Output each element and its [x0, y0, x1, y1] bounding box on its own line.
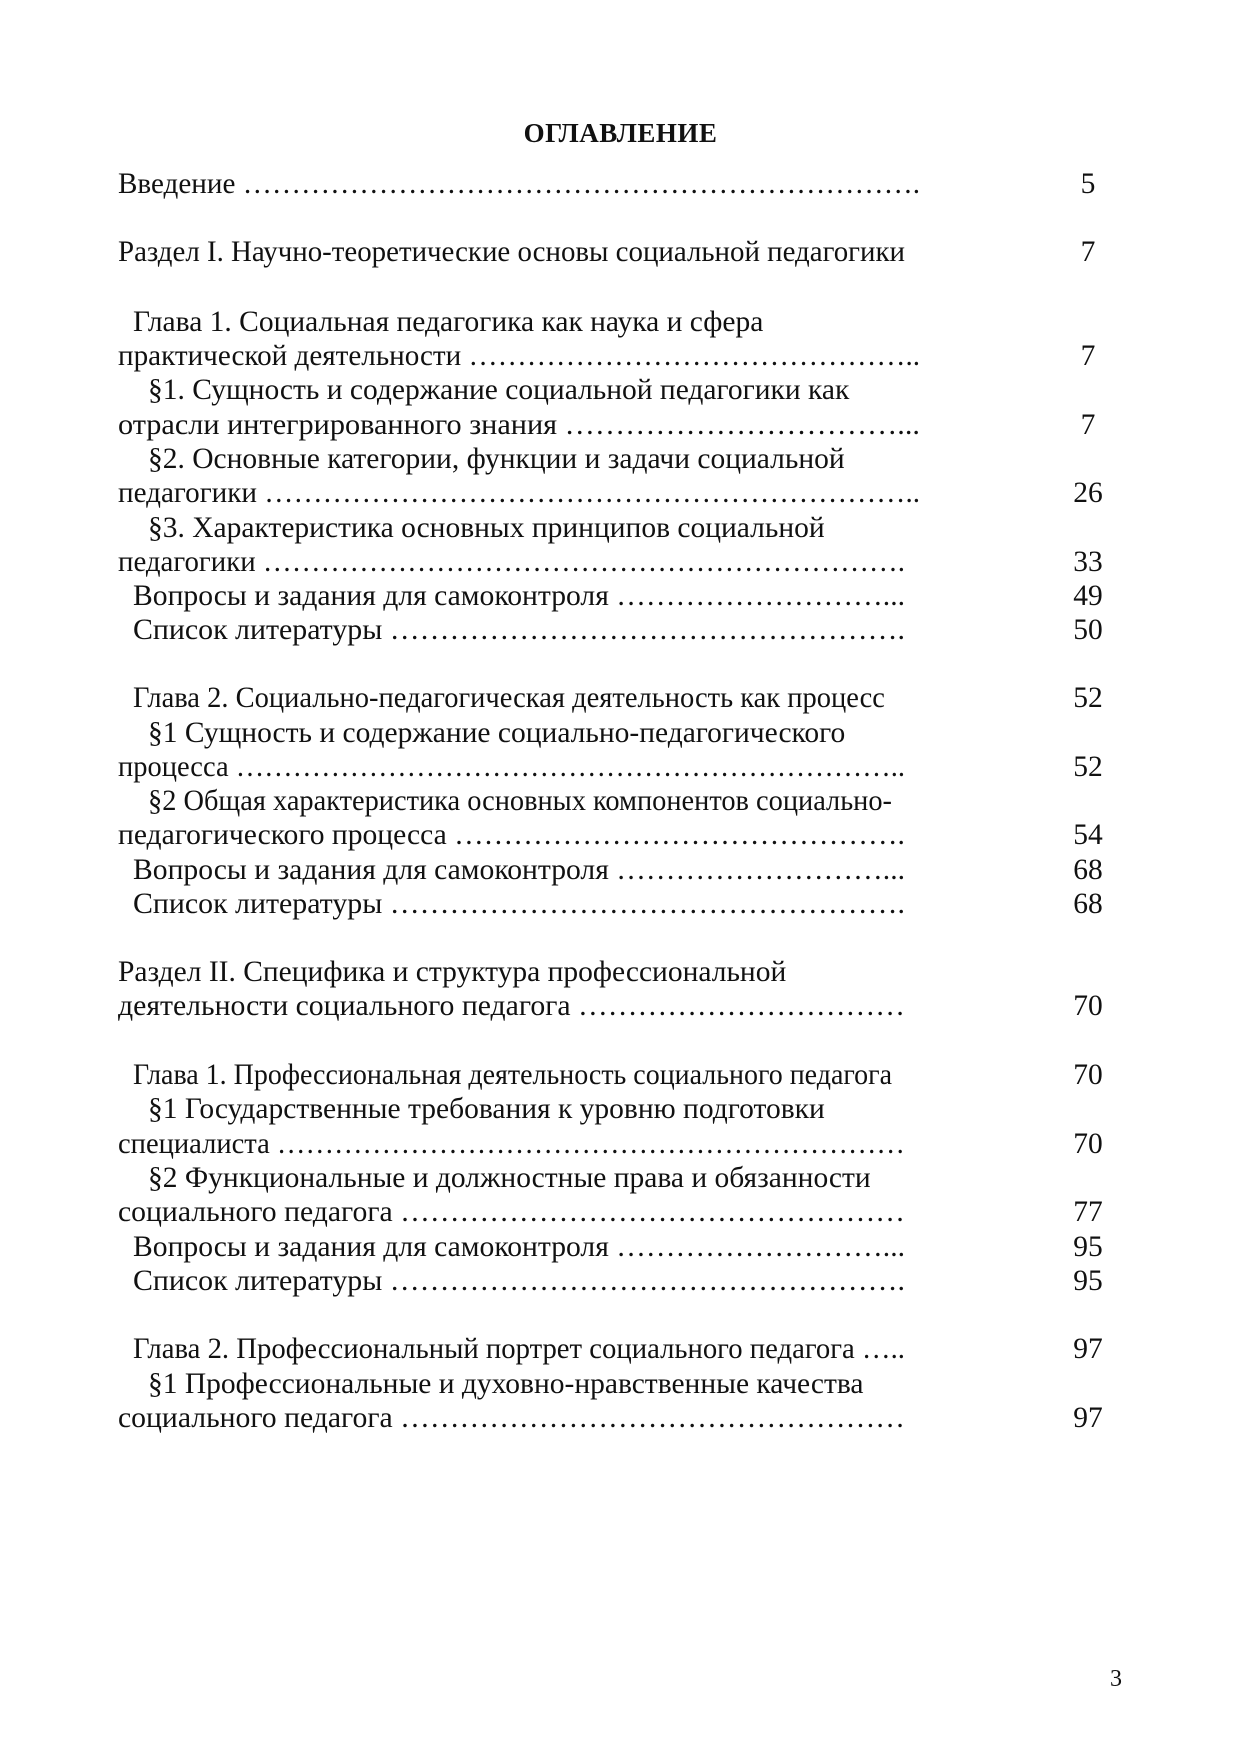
toc-entry-text: §2. Основные категории, функции и задачи социальной — [148, 443, 845, 475]
toc-entry-text: социального педагога …………………………………………… — [118, 1196, 905, 1228]
toc-entry — [0, 986, 1241, 1026]
toc-entry-text: отрасли интегрированного знания ……………………………... — [118, 409, 920, 441]
toc-entry — [0, 1192, 1241, 1232]
toc-entry — [0, 370, 1241, 410]
toc-entry-page: 5 — [1080, 168, 1096, 200]
toc-entry-text: практической деятельности ……………………………………….. — [118, 340, 921, 372]
toc-entry — [0, 884, 1241, 924]
toc-entry-text: деятельности социального педагога …………………………… — [118, 990, 906, 1022]
toc-entry-text: специалиста ………………………………………………………… — [118, 1128, 905, 1160]
toc-entry-text: §1 Профессиональные и духовно-нравственные качества — [148, 1368, 864, 1400]
toc-entry-text: §1. Сущность и содержание социальной педагогики как — [148, 374, 850, 406]
toc-entry-page: 68 — [1073, 854, 1103, 886]
toc-entry-page: 7 — [1080, 340, 1096, 372]
toc-entry-text: процесса …………………………………………………………….. — [118, 751, 905, 783]
toc-entry-page: 97 — [1073, 1402, 1103, 1434]
toc-entry-text: Список литературы ……………………………………………. — [133, 614, 905, 646]
toc-entry-page: 49 — [1073, 580, 1103, 612]
toc-entry-page: 26 — [1073, 477, 1103, 509]
toc-entry — [0, 1398, 1241, 1438]
toc-entry-page: 50 — [1073, 614, 1103, 646]
toc-entry-page: 97 — [1073, 1333, 1103, 1365]
toc-entry-page: 70 — [1073, 990, 1103, 1022]
toc-entry-page: 52 — [1073, 682, 1103, 714]
toc-entry-page: 70 — [1073, 1128, 1103, 1160]
toc-entry-text: Вопросы и задания для самоконтроля ………………………... — [133, 580, 906, 612]
toc-entry — [0, 1089, 1241, 1129]
toc-entry-text: Список литературы ……………………………………………. — [133, 1265, 905, 1297]
toc-entry-text: социального педагога …………………………………………… — [118, 1402, 905, 1434]
toc-entry-text: Вопросы и задания для самоконтроля ………………………... — [133, 854, 906, 886]
page-number: 3 — [1110, 1666, 1122, 1692]
toc-entry-text: §2 Общая характеристика основных компонентов социально- — [148, 785, 892, 817]
toc-entry-text: Глава 1. Социальная педагогика как наука и сфера — [133, 306, 764, 338]
toc-entry-page: 52 — [1073, 751, 1103, 783]
toc-entry — [0, 1261, 1241, 1301]
toc-entry-text: педагогического процесса ………………………………………. — [118, 819, 905, 851]
toc-entry-page: 95 — [1073, 1231, 1103, 1263]
toc-entry-text: Глава 1. Профессиональная деятельность социального педагога — [133, 1059, 893, 1091]
toc-entry — [0, 610, 1241, 650]
toc-entry — [0, 164, 1241, 204]
toc-entry-page: 54 — [1073, 819, 1103, 851]
toc-entry-page: 95 — [1073, 1265, 1103, 1297]
toc-entry-text: §1 Сущность и содержание социально-педагогического — [148, 717, 846, 749]
toc-entry-text: §3. Характеристика основных принципов социальной — [148, 512, 825, 544]
toc-entry-page: 7 — [1080, 409, 1096, 441]
toc-entry — [0, 232, 1241, 272]
toc-entry-page: 77 — [1073, 1196, 1103, 1228]
toc-entry-text: педагогики ………………………………………………………….. — [118, 477, 921, 509]
toc-entry-text: Вопросы и задания для самоконтроля ………………………... — [133, 1231, 906, 1263]
toc-entry-text: педагогики …………………………………………………………. — [118, 546, 906, 578]
toc-entry-text: Раздел I. Научно-теоретические основы социальной педагогики — [118, 236, 905, 268]
toc-entry-text: §1 Государственные требования к уровню подготовки — [148, 1093, 825, 1125]
toc-entry-text: §2 Функциональные и должностные права и обязанности — [148, 1162, 871, 1194]
toc-entry-text: Глава 2. Социально-педагогическая деятельность как процесс — [133, 682, 885, 714]
toc-entry-page: 33 — [1073, 546, 1103, 578]
toc-entry — [0, 815, 1241, 855]
toc-entry — [0, 1329, 1241, 1369]
toc-entry-page: 70 — [1073, 1059, 1103, 1091]
toc-entry-page: 68 — [1073, 888, 1103, 920]
toc-entry — [0, 473, 1241, 513]
toc-title: ОГЛАВЛЕНИЕ — [523, 118, 718, 148]
toc-entry-text: Глава 2. Профессиональный портрет социального педагога ….. — [133, 1333, 905, 1365]
toc-entry-text: Раздел II. Специфика и структура профессиональной — [118, 956, 787, 988]
toc-entry-text: Введение ……………………………………………………………. — [118, 168, 921, 200]
toc-entry-page: 7 — [1080, 236, 1096, 268]
toc-entry — [0, 678, 1241, 718]
toc-entry-text: Список литературы ……………………………………………. — [133, 888, 905, 920]
